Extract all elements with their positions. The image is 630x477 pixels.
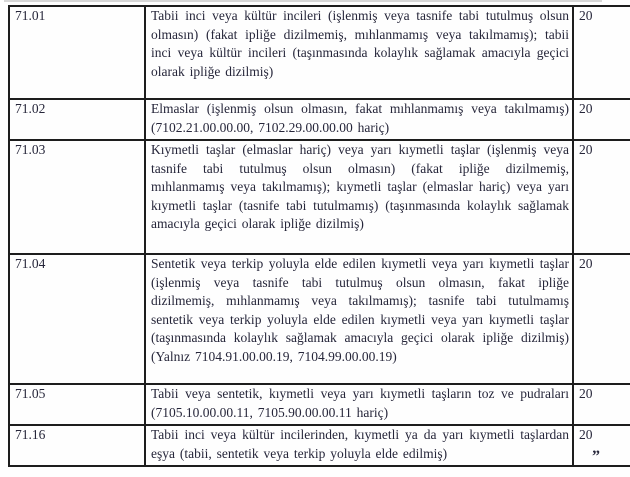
rate-cell: 20 <box>573 6 630 99</box>
code-cell: 71.01 <box>9 6 145 99</box>
description-cell: Tabii inci veya kültür incilerinden, kıymetli ya da yarı kıymetli taşlardan eşya (tabii, sentetik veya terkip yoluyla elde edilmiş) <box>145 425 573 466</box>
scan-artifact-line <box>4 0 602 2</box>
table-row <box>9 99 630 140</box>
code-cell: 71.16 <box>9 425 145 466</box>
tariff-table-body <box>9 6 630 466</box>
table-row <box>9 140 630 254</box>
description-cell: Tabii veya sentetik, kıymetli veya yarı kıymetli taşların toz ve pudraları (7105.10.00.00.11, 7105.90.00.00.11 hariç) <box>145 384 573 425</box>
code-cell: 71.04 <box>9 254 145 384</box>
description-cell: Sentetik veya terkip yoluyla elde edilen kıymetli veya yarı kıymetli taşlar (işlenmiş veya tasnife tabi tutulmuş olsun olmasın, fakat ipliğe dizilmemiş, mıhlanmamış veya takılmamış); tasnife tabi tutulmamış sentetik veya terkip yoluyla elde edilen kıymetli veya yarı kıymetli taşlar (taşınmasında kolaylık sağlamak amacıyla geçici olarak ipliğe dizilmiş) (Yalnız 7104.91.00.00.19, 7104.99.00.00.19) <box>145 254 573 384</box>
table-row <box>9 254 630 384</box>
rate-cell: 20 <box>573 140 630 254</box>
table-row <box>9 384 630 425</box>
closing-quote-mark: ” <box>592 448 601 465</box>
code-cell: 71.02 <box>9 99 145 140</box>
code-cell: 71.05 <box>9 384 145 425</box>
rate-cell: 20 <box>573 254 630 384</box>
description-cell: Kıymetli taşlar (elmaslar hariç) veya yarı kıymetli taşlar (işlenmiş veya tasnife tabi tutulmuş olsun olmasın) (fakat ipliğe dizilmemiş, mıhlanmamış veya takılmamış); kıymetli taşlar (elmaslar hariç) veya yarı kıymetli taşlar (tasnife tabi tutulmamış) (taşınmasında kolaylık sağlamak amacıyla geçici olarak ipliğe dizilmiş) <box>145 140 573 254</box>
tariff-table <box>8 5 630 467</box>
rate-cell: 20 <box>573 99 630 140</box>
code-cell: 71.03 <box>9 140 145 254</box>
table-row <box>9 425 630 466</box>
description-cell: Elmaslar (işlenmiş olsun olmasın, fakat mıhlanmamış veya takılmamış) (7102.21.00.00.00, 7102.29.00.00.00 hariç) <box>145 99 573 140</box>
table-row <box>9 6 630 99</box>
rate-cell: 20 <box>573 425 630 466</box>
rate-cell: 20 <box>573 384 630 425</box>
description-cell: Tabii inci veya kültür incileri (işlenmiş veya tasnife tabi tutulmuş olsun olmasın) (fakat ipliğe dizilmemiş, mıhlanmamış veya takılmamış); tabii inci veya kültür incileri (taşınmasında kolaylık sağlamak amacıyla geçici olarak ipliğe dizilmiş) <box>145 6 573 99</box>
